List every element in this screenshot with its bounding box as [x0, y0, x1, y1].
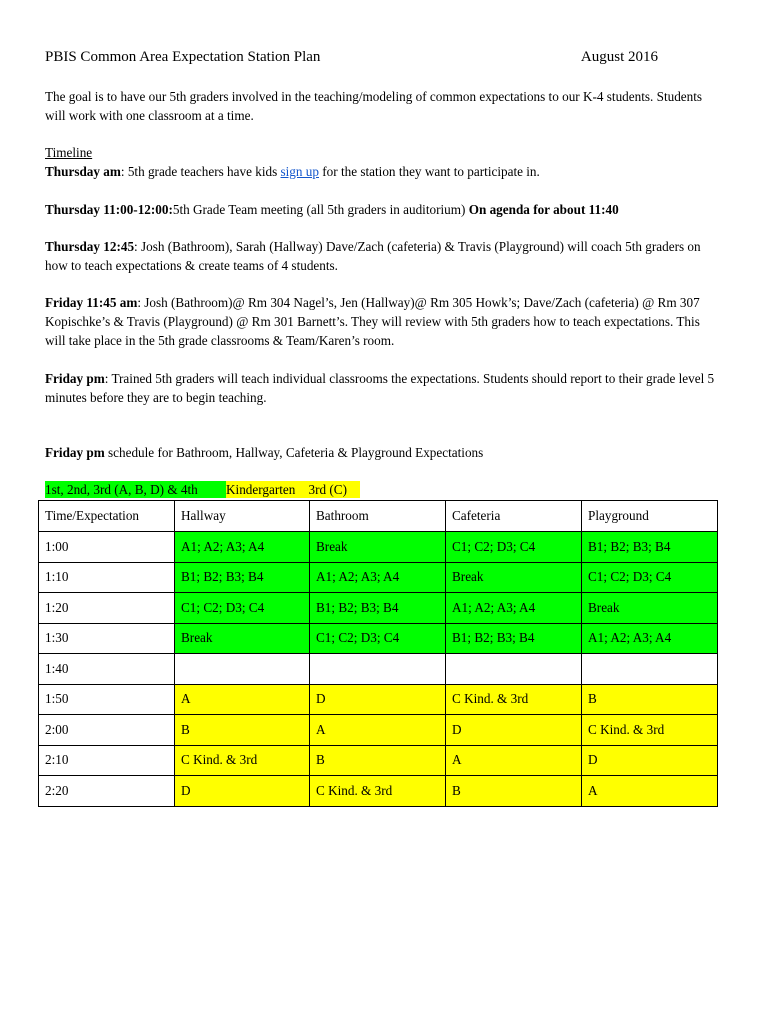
thursday-am-text-before: : 5th grade teachers have kids — [120, 164, 281, 179]
friday-1145-paragraph — [45, 293, 720, 350]
group-cell: C1; C2; D3; C4 — [582, 562, 718, 593]
group-cell: C Kind. & 3rd — [446, 684, 582, 715]
schedule-intro-label: Friday pm — [45, 445, 105, 460]
time-cell: 1:10 — [39, 562, 175, 593]
group-cell: B — [310, 745, 446, 776]
color-legend — [45, 481, 360, 498]
table-row — [39, 623, 718, 654]
table-row — [39, 562, 718, 593]
thursday-am-line — [45, 162, 720, 181]
time-cell: 1:20 — [39, 593, 175, 624]
table-row — [39, 745, 718, 776]
thursday-11-agenda-note: On agenda for about 11:40 — [468, 202, 619, 217]
group-cell: A1; A2; A3; A4 — [175, 532, 310, 563]
group-cell: Break — [310, 532, 446, 563]
time-cell: 1:30 — [39, 623, 175, 654]
table-header-cell: Playground — [582, 501, 718, 532]
group-cell: A — [175, 684, 310, 715]
thursday-am-label: Thursday am — [45, 164, 121, 179]
group-cell: C Kind. & 3rd — [310, 776, 446, 807]
time-cell: 2:20 — [39, 776, 175, 807]
legend-yellow-label: Kindergarten 3rd (C) — [226, 481, 360, 498]
group-cell: C1; C2; D3; C4 — [175, 593, 310, 624]
thursday-1245-paragraph — [45, 237, 720, 275]
group-cell: B1; B2; B3; B4 — [175, 562, 310, 593]
group-cell: C Kind. & 3rd — [582, 715, 718, 746]
intro-paragraph: The goal is to have our 5th graders involved in the teaching/modeling of common expectations to our K-4 students. Students will work with one classroom at a time. — [45, 89, 703, 123]
group-cell: Break — [446, 562, 582, 593]
group-cell — [175, 654, 310, 685]
thursday-1245-text: : Josh (Bathroom), Sarah (Hallway) Dave/Zach (cafeteria) & Travis (Playground) will coach 5th graders on how to teach expectations & create teams of 4 students. — [45, 239, 701, 273]
group-cell: B — [582, 684, 718, 715]
friday-1145-text: : Josh (Bathroom)@ Rm 304 Nagel’s, Jen (Hallway)@ Rm 305 Howk’s; Dave/Zach (cafeteria) @ Rm 307 Kopischke’s & Travis (Playground) @ Rm 301 Barnett’s. They will review with 5th graders how to teach expectations. This will take place in the 5th grade classrooms & Team/Karen’s room. — [45, 295, 700, 348]
group-cell: Break — [582, 593, 718, 624]
group-cell: D — [310, 684, 446, 715]
group-cell: A — [582, 776, 718, 807]
time-cell: 1:40 — [39, 654, 175, 685]
group-cell: A1; A2; A3; A4 — [446, 593, 582, 624]
table-header-cell: Time/Expectation — [39, 501, 175, 532]
thursday-11-text: 5th Grade Team meeting (all 5th graders in auditorium) — [172, 202, 469, 217]
table-row — [39, 684, 718, 715]
friday-pm-paragraph — [45, 369, 720, 407]
group-cell: D — [582, 745, 718, 776]
sign-up-link[interactable]: sign up — [280, 164, 319, 179]
table-header-cell: Hallway — [175, 501, 310, 532]
table-header-cell: Cafeteria — [446, 501, 582, 532]
group-cell: Break — [175, 623, 310, 654]
table-row — [39, 593, 718, 624]
group-cell: B1; B2; B3; B4 — [310, 593, 446, 624]
legend-green-label: 1st, 2nd, 3rd (A, B, D) & 4th — [45, 481, 226, 498]
schedule-intro-line — [45, 443, 720, 462]
table-row — [39, 776, 718, 807]
group-cell: D — [446, 715, 582, 746]
table-header-row — [39, 501, 718, 532]
friday-1145-label: Friday 11:45 am — [45, 295, 138, 310]
time-cell: 2:10 — [39, 745, 175, 776]
schedule-intro-text: schedule for Bathroom, Hallway, Cafeteria & Playground Expectations — [104, 445, 484, 460]
group-cell — [446, 654, 582, 685]
schedule-table-body — [39, 501, 718, 807]
group-cell — [582, 654, 718, 685]
group-cell: A — [310, 715, 446, 746]
group-cell: C1; C2; D3; C4 — [310, 623, 446, 654]
time-cell: 1:50 — [39, 684, 175, 715]
document-date: August 2016 — [580, 49, 658, 65]
group-cell: D — [175, 776, 310, 807]
group-cell: B1; B2; B3; B4 — [446, 623, 582, 654]
thursday-11-label: Thursday 11:00-12:00: — [45, 202, 173, 217]
group-cell: A1; A2; A3; A4 — [310, 562, 446, 593]
thursday-am-text-after: for the station they want to participate in. — [318, 164, 540, 179]
group-cell: C1; C2; D3; C4 — [446, 532, 582, 563]
document-header — [45, 49, 675, 66]
group-cell: B1; B2; B3; B4 — [582, 532, 718, 563]
time-cell: 1:00 — [39, 532, 175, 563]
group-cell: A1; A2; A3; A4 — [582, 623, 718, 654]
group-cell: B — [175, 715, 310, 746]
group-cell: A — [446, 745, 582, 776]
table-row — [39, 715, 718, 746]
thursday-1245-label: Thursday 12:45 — [45, 239, 135, 254]
schedule-table — [38, 500, 718, 807]
group-cell — [310, 654, 446, 685]
table-row — [39, 532, 718, 563]
thursday-11-line — [45, 200, 720, 219]
table-header-cell: Bathroom — [310, 501, 446, 532]
friday-pm-text: : Trained 5th graders will teach individual classrooms the expectations. Students should report to their grade level 5 minutes before they are to begin teaching. — [45, 371, 715, 405]
group-cell: C Kind. & 3rd — [175, 745, 310, 776]
document-title: PBIS Common Area Expectation Station Plan — [45, 49, 321, 65]
group-cell: B — [446, 776, 582, 807]
timeline-heading: Timeline — [45, 145, 93, 160]
table-row — [39, 654, 718, 685]
time-cell: 2:00 — [39, 715, 175, 746]
friday-pm-label: Friday pm — [45, 371, 105, 386]
